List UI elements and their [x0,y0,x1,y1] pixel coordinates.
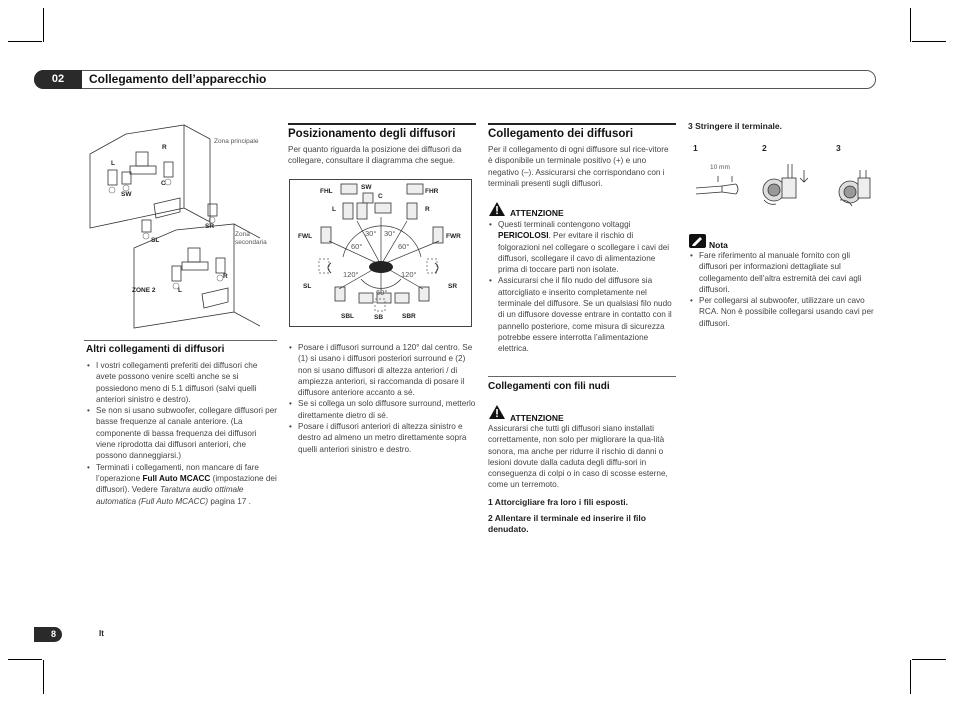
list-item: • Fare riferimento al manuale fornito con gli diffusori per informazioni dettagliate sul collegamento dell’altra estremità dei cavi agli diffusori. [689,250,877,295]
room-label-L: L [111,160,115,167]
room-label-SR: SR [205,223,215,230]
page-number: 8 [34,627,62,642]
spk-SR: SR [448,283,458,290]
room-illustration [84,120,280,335]
crop-mark [912,659,946,660]
list-item: • Per collegarsi al subwoofer, utilizzare un cavo RCA. Non è possibile collegarsi usando cavi per diffusori. [689,295,877,329]
spk-SB: SB [374,314,384,321]
fili-nudi-heading: Collegamenti con fili nudi [488,381,610,392]
zone2-label: ZONE 2 [132,287,156,294]
spk-SBL: SBL [341,313,354,320]
angle-60-left: 60° [351,242,363,251]
spk-FWL: FWL [298,233,313,240]
section-rule [488,123,676,125]
posizionamento-intro: Per quanto riguarda la posizione dei diffusori da collegare, consultare il diagramma che segue. [288,145,462,166]
crop-mark [910,8,911,42]
collegamento-diffusori-heading: Collegamento dei diffusori [488,128,634,140]
posizionamento-heading: Posizionamento degli diffusori [288,128,456,140]
posizionamento-list [288,342,476,455]
warning-icon [489,202,505,216]
spk-SBR: SBR [402,313,416,320]
room-label-SW: SW [121,191,132,198]
speaker-layout-drawing [289,179,472,327]
step-2: 2 Allentare il terminale ed inserire il filo denudato. [488,513,646,534]
step-3: 3 Stringere il terminale. [688,121,783,131]
language-code: It [99,629,104,638]
crop-mark [8,659,42,660]
spk-C: C [378,193,383,200]
spk-L: L [332,206,336,213]
room-label-SL: SL [151,237,160,244]
list-item: • Assicurarsi che il filo nudo del diffusore sia attorcigliato e inserito completamente nel terminale del diffusore. Se un qualsiasi filo nudo di un diffusore dovesse entrare in contatto con il pannello posteriore, come misura di sicurezza potrebbe essere interrotta l’alimentazione elettrica. [488,275,676,354]
figure-step-1-label: 1 [693,143,698,153]
room-label-R: R [162,144,167,151]
attenzione-label: ATTENZIONE [510,413,564,423]
altri-collegamenti-list [86,360,278,507]
list-item: • Se si collega un solo diffusore surround, metterlo direttamente dietro di sé. [288,398,476,421]
room-label-zone2-R: R [223,273,228,280]
zona-principale-label: Zona principale [214,138,259,145]
note-icon [689,234,706,248]
list-item: • Questi terminali contengono voltaggi PERICOLOSI. Per evitare il rischio di folgorazioni nel collegare o scollegare i cavi dei diffusori, scollegare il cavo di alimentazione prima di toccare parti non isolate. [488,219,676,275]
angle-120-left: 120° [343,270,359,279]
wire-length-label: 10 mm [710,164,730,171]
list-item: • Se non si usano subwoofer, collegare diffusori per basse frequenze al canale anteriore. (La componente di bassa frequenza dei diffusori viene riprodotta dai diffusori anteriori, che possono danneggiarsi.) [86,405,278,461]
attenzione-label: ATTENZIONE [510,208,564,218]
section-rule [488,376,676,377]
warning-icon [489,405,505,419]
spk-SW: SW [361,184,372,191]
list-item: • Posare i diffusori anteriori di altezza sinistro e destro ad almeno un metro direttamente sopra quelli anteriori sinistro e destro. [288,421,476,455]
room-label-C: C [161,180,166,187]
spk-FHL: FHL [320,188,333,195]
step-1: 1 Attorcigliare fra loro i fili esposti. [488,497,628,507]
spk-FHR: FHR [425,188,439,195]
angle-30-left: 30° [365,229,377,238]
nota-list [689,250,877,329]
crop-mark [43,660,44,694]
crop-mark [8,41,42,42]
section-rule [84,340,277,341]
list-item: • Posare i diffusori surround a 120° dal centro. Se (1) si usano i diffusori posteriori surround e (2) non si usano diffusori di altezza anteriori / di ampiezza anteriori, si raccomanda di posare il diffusore anteriore accanto a sé. [288,342,476,398]
altri-collegamenti-heading: Altri collegamenti di diffusori [86,344,225,355]
section-rule [288,123,476,125]
nota-label: Nota [709,240,728,250]
zona-secondaria-label: Zona secondaria [235,231,267,246]
angle-60-bottom: 60° [376,288,388,297]
room-label-zone2-L: L [178,287,182,294]
chapter-number: 02 [34,70,82,89]
angle-120-right: 120° [401,270,417,279]
figure-step-3-label: 3 [836,143,841,153]
spk-FWR: FWR [446,233,461,240]
list-item: • I vostri collegamenti preferiti dei diffusori che avete possono venire scelti anche se si possiedono meno di 5.1 diffusori (salvi quelli anteriori sinistro e destro). [86,360,278,405]
angle-30-right: 30° [384,229,396,238]
collegamento-diffusori-intro: Per il collegamento di ogni diffusore sul rice-vitore è disponibile un terminale positivo (+) e uno negativo (–). Assicurarsi che corrispondano con i terminali presenti sugli diffusori. [488,145,669,188]
crop-mark [910,660,911,694]
attenzione-text: Assicurarsi che tutti gli diffusori siano installati correttamente, non solo per migliorare la qua-lità sonora, ma anche per ridurre il rischio di danni o lesioni dovute dalla caduta degli diffu-sori in conseguenza di colpi o in caso di scosse esterne, come un terremoto. [488,424,668,490]
spk-R: R [425,206,430,213]
crop-mark [912,41,946,42]
spk-SL: SL [303,283,312,290]
attenzione-list [488,219,676,355]
wire-stripping-illustration [688,160,878,210]
figure-step-2-label: 2 [762,143,767,153]
chapter-title: Collegamento dell’apparecchio [89,72,267,86]
crop-mark [43,8,44,42]
list-item: • Terminati i collegamenti, non mancare di fare l’operazione Full Auto MCACC (impostazione dei diffusori). Vedere Taratura audio ottimale automatica (Full Auto MCACC) pagina 17 . [86,462,278,507]
angle-60-right: 60° [398,242,410,251]
